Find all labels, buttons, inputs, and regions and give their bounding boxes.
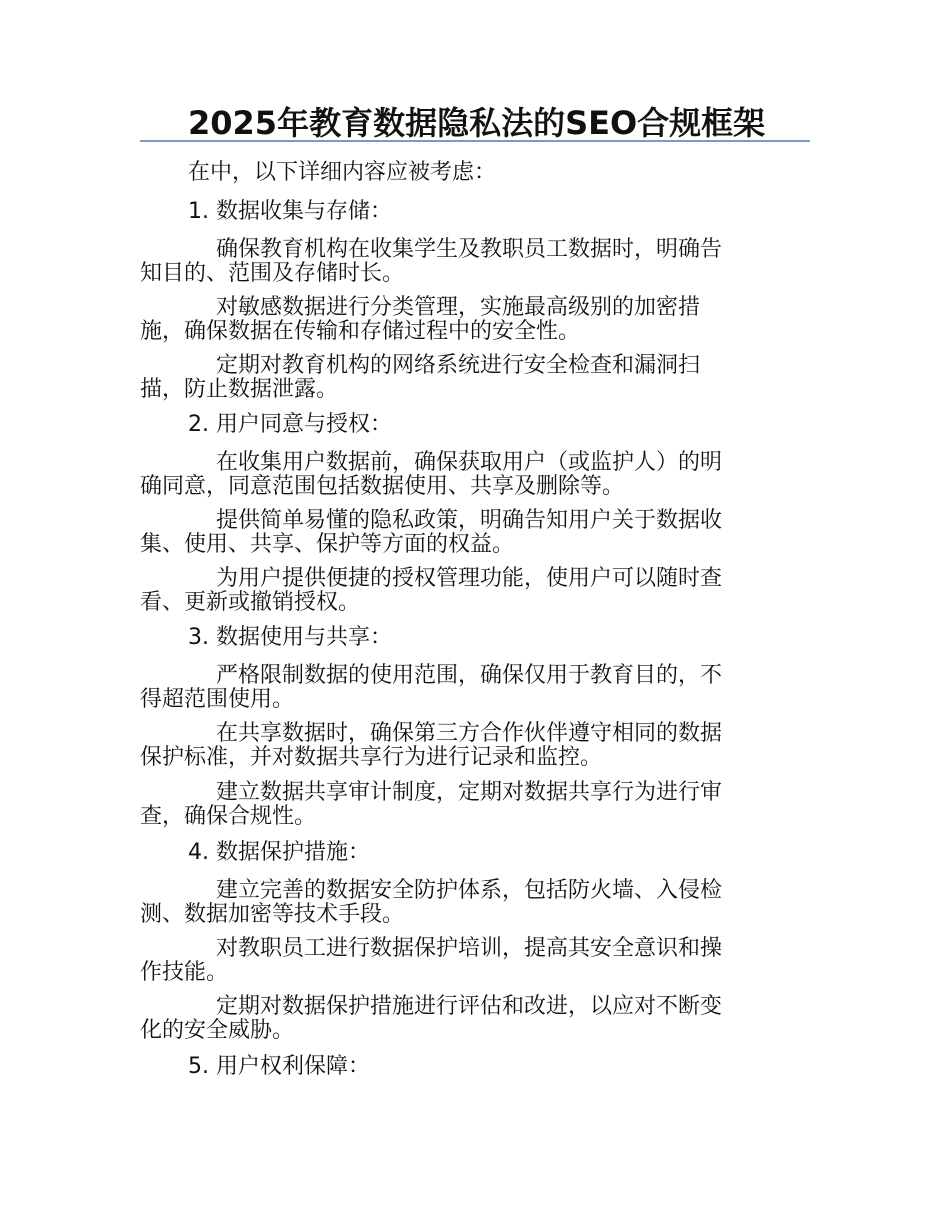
section-4-paragraph-3 <box>140 995 790 1043</box>
document-title: 2025年教育数据隐私法的SEO合规框架 <box>188 104 766 142</box>
section-3-paragraph-2 <box>140 722 790 770</box>
paragraph-line: 测、数据加密等技术手段。 <box>140 902 405 927</box>
section-heading-3: 3. 数据使用与共享： <box>188 625 392 650</box>
paragraph-line: 建立完善的数据安全防护体系，包括防火墙、入侵检 <box>216 878 723 903</box>
paragraph-line: 施，确保数据在传输和存储过程中的安全性。 <box>140 319 581 344</box>
paragraph-line: 定期对数据保护措施进行评估和改进，以应对不断变 <box>216 994 723 1019</box>
section-heading-5: 5. 用户权利保障： <box>188 1054 370 1079</box>
section-heading-2: 2. 用户同意与授权： <box>188 412 392 437</box>
paragraph-line: 对教职员工进行数据保护培训，提高其安全意识和操 <box>216 936 723 961</box>
intro-text: 在中，以下详细内容应被考虑： <box>188 160 497 185</box>
section-2-paragraph-2 <box>140 509 790 557</box>
paragraph-line: 在收集用户数据前，确保获取用户（或监护人）的明 <box>216 450 723 475</box>
paragraph-line: 提供简单易懂的隐私政策，明确告知用户关于数据收 <box>216 508 723 533</box>
paragraph-line: 为用户提供便捷的授权管理功能，使用户可以随时查 <box>216 566 723 591</box>
paragraph-line: 定期对教育机构的网络系统进行安全检查和漏洞扫 <box>216 353 701 378</box>
section-4-paragraph-2 <box>140 937 790 985</box>
section-1-paragraph-3 <box>140 354 790 402</box>
section-heading-4: 4. 数据保护措施： <box>188 840 370 865</box>
paragraph-line: 化的安全威胁。 <box>140 1018 295 1043</box>
paragraph-line: 严格限制数据的使用范围，确保仅用于教育目的，不 <box>216 663 723 688</box>
paragraph-line: 确保教育机构在收集学生及教职员工数据时，明确告 <box>216 237 723 262</box>
section-2-paragraph-3 <box>140 567 790 615</box>
section-1-paragraph-1 <box>140 238 790 286</box>
paragraph-line: 描，防止数据泄露。 <box>140 377 339 402</box>
paragraph-line: 作技能。 <box>140 960 229 985</box>
paragraph-line: 查，确保合规性。 <box>140 804 317 829</box>
paragraph-line: 对敏感数据进行分类管理，实施最高级别的加密措 <box>216 295 701 320</box>
section-3-paragraph-1 <box>140 664 790 712</box>
section-3-paragraph-3 <box>140 781 790 829</box>
section-4-paragraph-1 <box>140 879 790 927</box>
paragraph-line: 得超范围使用。 <box>140 687 295 712</box>
paragraph-line: 保护标准，并对数据共享行为进行记录和监控。 <box>140 745 603 770</box>
section-1-paragraph-2 <box>140 296 790 344</box>
paragraph-line: 知目的、范围及存储时长。 <box>140 261 405 286</box>
paragraph-line: 确同意，同意范围包括数据使用、共享及删除等。 <box>140 474 625 499</box>
paragraph-line: 看、更新或撤销授权。 <box>140 590 361 615</box>
paragraph-line: 建立数据共享审计制度，定期对数据共享行为进行审 <box>216 780 723 805</box>
section-2-paragraph-1 <box>140 451 790 499</box>
paragraph-line: 在共享数据时，确保第三方合作伙伴遵守相同的数据 <box>216 721 723 746</box>
paragraph-line: 集、使用、共享、保护等方面的权益。 <box>140 532 515 557</box>
section-heading-1: 1. 数据收集与存储： <box>188 199 392 224</box>
title-underline <box>140 140 810 142</box>
